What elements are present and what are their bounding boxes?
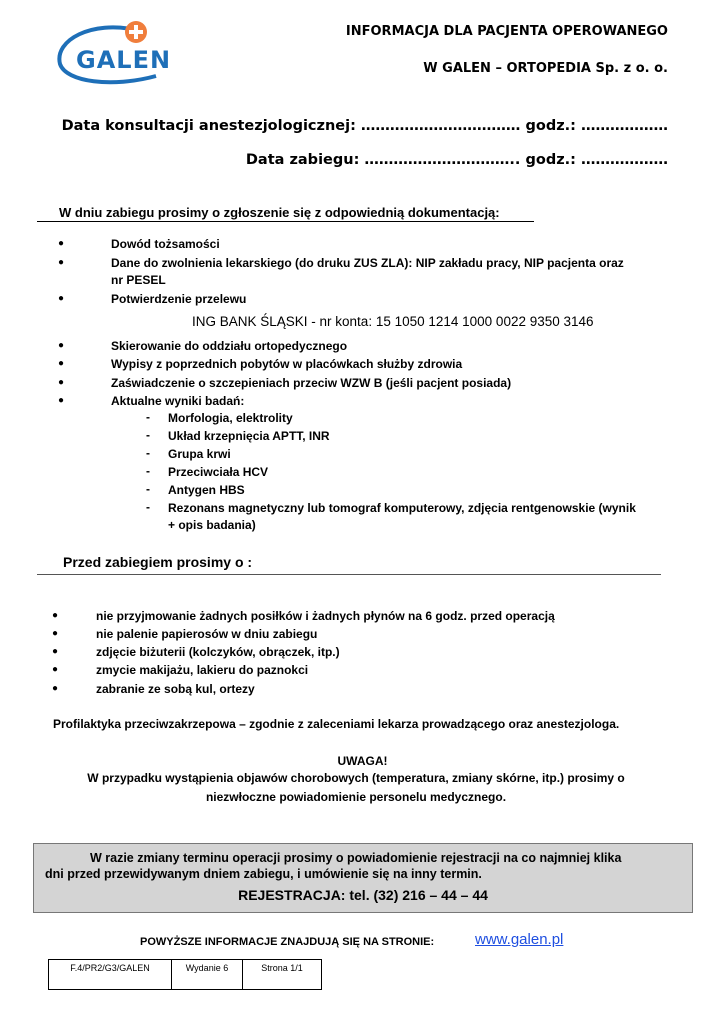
document-code: F.4/PR2/G3/GALEN	[49, 960, 172, 990]
edition: Wydanie 6	[172, 960, 243, 990]
notice-box	[33, 843, 693, 913]
test-item: Antygen HBS	[168, 483, 245, 497]
list-item: Potwierdzenie przelewu	[111, 292, 247, 306]
prep-item: zdjęcie biżuterii (kolczyków, obrączek, itp.)	[96, 645, 340, 659]
bullet: ●	[58, 238, 65, 249]
notice-line-1: W razie zmiany terminu operacji prosimy o powiadomienie rejestracji na co najmniej klika	[90, 851, 622, 865]
document-control-table	[48, 959, 322, 990]
list-item: Zaświadczenie o szczepieniach przeciw WZW B (jeśli pacjent posiada)	[111, 376, 512, 390]
bullet: ●	[58, 377, 65, 388]
bullet: ●	[58, 358, 65, 369]
dash-marker: -	[146, 410, 150, 424]
list-item-continuation: nr PESEL	[111, 273, 166, 287]
website-label: POWYŻSZE INFORMACJE ZNAJDUJĄ SIĘ NA STRONIE:	[140, 936, 435, 948]
list-item: Dowód tożsamości	[111, 237, 220, 251]
bullet: ●	[52, 664, 59, 675]
page-number: Strona 1/1	[243, 960, 322, 990]
test-item: Przeciwciała HCV	[168, 465, 269, 479]
warning-title: UWAGA!	[337, 754, 388, 768]
logo-wordmark: GALEN	[76, 46, 172, 74]
prep-item: nie przyjmowanie żadnych posiłków i żadnych płynów na 6 godz. przed operacją	[96, 609, 555, 623]
dash-marker: -	[146, 500, 150, 514]
test-item: Układ krzepnięcia APTT, INR	[168, 429, 330, 443]
prophylaxis-note: Profilaktyka przeciwzakrzepowa – zgodnie z zaleceniami lekarza prowadzącego oraz anestezjologa.	[53, 717, 620, 731]
document-title: INFORMACJA DLA PACJENTA OPEROWANEGO	[345, 24, 668, 39]
notice-line-2: dni przed przewidywanym dniem zabiegu, i umówienie się na inny termin.	[45, 867, 482, 881]
bank-account: ING BANK ŚLĄSKI - nr konta: 15 1050 1214 1000 0022 9350 3146	[192, 314, 594, 329]
list-item: Dane do zwolnienia lekarskiego (do druku ZUS ZLA): NIP zakładu pracy, NIP pacjenta oraz	[111, 256, 624, 270]
bullet: ●	[52, 646, 59, 657]
list-item: Wypisy z poprzednich pobytów w placówkach służby zdrowia	[111, 357, 463, 371]
bullet: ●	[52, 683, 59, 694]
registration-phone: REJESTRACJA: tel. (32) 216 – 44 – 44	[238, 887, 488, 903]
bullet: ●	[58, 395, 65, 406]
dash-marker: -	[146, 428, 150, 442]
dash-marker: -	[146, 446, 150, 460]
galen-logo	[52, 18, 172, 90]
bullet: ●	[52, 610, 59, 621]
bullet: ●	[58, 293, 65, 304]
prep-item: zabranie ze sobą kul, ortezy	[96, 682, 255, 696]
bullet: ●	[58, 340, 65, 351]
list-item: Aktualne wyniki badań:	[111, 394, 245, 408]
warning-line-2: niezwłoczne powiadomienie personelu medycznego.	[205, 790, 507, 804]
prep-item: zmycie makijażu, lakieru do paznokci	[96, 663, 309, 677]
warning-line-1: W przypadku wystąpienia objawów chorobowych (temperatura, zmiany skórne, itp.) prosimy o	[87, 771, 625, 785]
website-link[interactable]: www.galen.pl	[475, 931, 564, 948]
prep-heading: Przed zabiegiem prosimy o :	[37, 554, 661, 575]
test-item-continuation: + opis badania)	[168, 518, 256, 532]
bullet: ●	[58, 257, 65, 268]
test-item: Rezonans magnetyczny lub tomograf komputerowy, zdjęcia rentgenowskie (wynik	[168, 501, 636, 515]
consultation-date-line: Data konsultacji anestezjologicznej: …………………………… godz.: ………………	[61, 118, 668, 134]
test-item: Morfologia, elektrolity	[168, 411, 293, 425]
list-item: Skierowanie do oddziału ortopedycznego	[111, 339, 348, 353]
test-item: Grupa krwi	[168, 447, 231, 461]
documents-heading: W dniu zabiegu prosimy o zgłoszenie się z odpowiednią dokumentacją:	[37, 205, 534, 222]
surgery-date-line: Data zabiegu: ………………………….. godz.: ………………	[245, 152, 668, 168]
dash-marker: -	[146, 482, 150, 496]
dash-marker: -	[146, 464, 150, 478]
bullet: ●	[52, 628, 59, 639]
prep-item: nie palenie papierosów w dniu zabiegu	[96, 627, 318, 641]
company-name: W GALEN – ORTOPEDIA Sp. z o. o.	[423, 61, 668, 76]
